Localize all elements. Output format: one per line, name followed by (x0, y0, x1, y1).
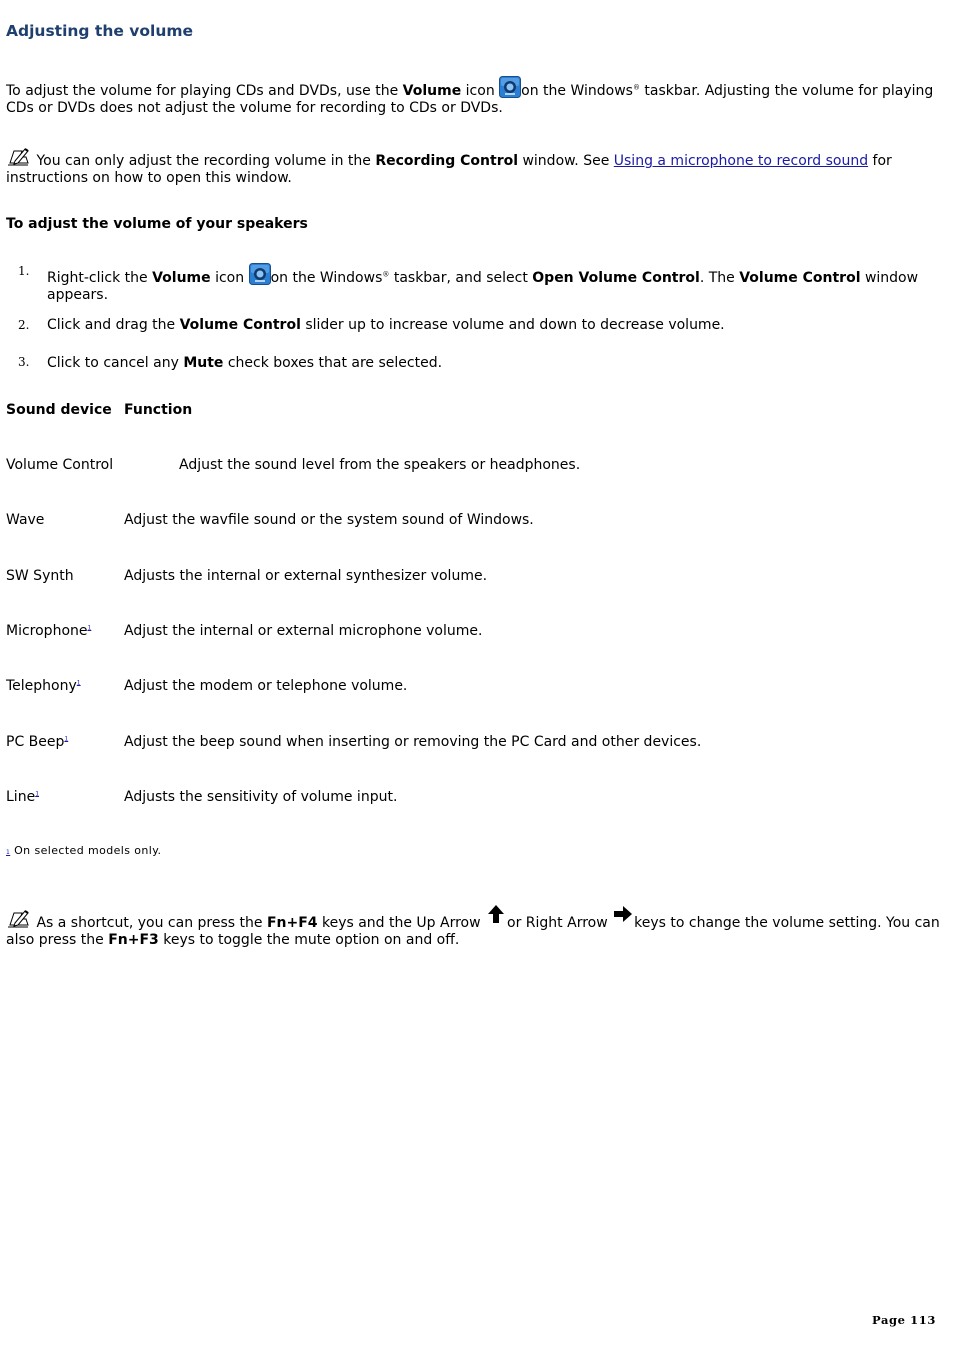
footnote-link[interactable]: 1 (64, 735, 69, 743)
intro-text-3: on the Windows (521, 83, 633, 99)
table-row-line (6, 789, 39, 805)
intro-text-1: To adjust the volume for playing CDs and DVDs, use the (6, 83, 403, 99)
table-header-device: Sound device (6, 402, 112, 418)
note-pen-icon (6, 909, 32, 929)
note2-text-g: keys to toggle the mute option on and off. (158, 932, 460, 948)
step3-text-a: Click to cancel any (47, 355, 184, 371)
footnote-link[interactable]: 1 (76, 679, 81, 687)
table-cell-function: Adjusts the internal or external synthesizer volume. (124, 568, 488, 584)
table-cell-device: Line (6, 789, 36, 805)
page-number: Page 113 (872, 1313, 936, 1327)
step-number: 2. (18, 318, 30, 332)
note-pen-icon (6, 147, 32, 167)
note-recording (6, 147, 941, 187)
note2-text-a: As a shortcut, you can press the (32, 915, 267, 931)
table-cell-device: Volume Control (6, 457, 114, 473)
table-cell-function: Adjust the beep sound when inserting or removing the PC Card and other devices. (124, 734, 702, 750)
note2-text-e: keys to change the volume setting. You can also press the (6, 915, 940, 948)
table-cell-function: Adjust the sound level from the speakers or headphones. (179, 457, 581, 473)
footnote (6, 844, 161, 857)
intro-paragraph (6, 76, 941, 117)
step1-text-a: Right-click the (47, 270, 153, 286)
note1-text-2: window. See (518, 153, 614, 169)
note2-bold-fn-f3: Fn+F3 (108, 932, 159, 948)
note2-text-d: or Right Arrow (507, 915, 613, 931)
table-cell-device: Wave (6, 512, 45, 528)
table-row-microphone (6, 623, 91, 639)
table-row-pc-beep (6, 734, 68, 750)
registered-mark: ® (632, 83, 640, 92)
right-arrow-icon (612, 903, 634, 925)
microphone-record-link[interactable]: Using a microphone to record sound (613, 153, 869, 169)
registered-mark: ® (382, 270, 390, 279)
note2-text-c: keys and the Up Arrow (317, 915, 486, 931)
table-cell-function: Adjusts the sensitivity of volume input. (124, 789, 398, 805)
intro-bold-volume: Volume (402, 83, 462, 99)
table-cell-device: PC Beep (6, 734, 65, 750)
footnote-link[interactable]: 1 (35, 790, 40, 798)
table-cell-device: Telephony (6, 678, 77, 694)
subheading: To adjust the volume of your speakers (6, 216, 308, 232)
footnote-mark: 1 (6, 849, 11, 856)
step1-bold-open: Open Volume Control (532, 270, 700, 286)
note1-text-3: for instructions on how to open this window. (6, 153, 892, 186)
step1-text-d: on the Windows (270, 270, 383, 286)
step1-text-c: icon (210, 270, 249, 286)
step1-text-e: taskbar, and select (389, 270, 533, 286)
table-cell-device: SW Synth (6, 568, 74, 584)
step1-text-i: window appears. (47, 270, 919, 303)
step-1 (47, 263, 927, 304)
note1-bold: Recording Control (375, 153, 519, 169)
step1-bold-control: Volume Control (739, 270, 861, 286)
note2-bold-fn-f4: Fn+F4 (266, 915, 318, 931)
volume-speaker-icon (249, 263, 271, 285)
table-header-function: Function (124, 402, 193, 418)
step2-text-c: slider up to increase volume and down to decrease volume. (300, 317, 725, 333)
up-arrow-icon (485, 903, 507, 925)
step-number: 1. (18, 264, 30, 278)
table-row-telephony (6, 678, 81, 694)
page-title: Adjusting the volume (6, 22, 194, 40)
step2-bold: Volume Control (179, 317, 301, 333)
table-cell-function: Adjust the modem or telephone volume. (124, 678, 408, 694)
step-3 (47, 355, 442, 371)
note-shortcut (6, 903, 941, 949)
step3-bold: Mute (183, 355, 224, 371)
table-cell-device: Microphone (6, 623, 88, 639)
intro-text-2: icon (461, 83, 500, 99)
table-cell-function: Adjust the internal or external microphone volume. (124, 623, 483, 639)
note1-text-1: You can only adjust the recording volume in the (32, 153, 376, 169)
intro-text-4: taskbar. Adjusting the volume for playing CDs or DVDs does not adjust the volume for recording to CDs or DVDs. (6, 83, 934, 116)
footnote-link[interactable]: 1 (87, 624, 92, 632)
step1-text-g: . The (699, 270, 740, 286)
step1-bold-volume: Volume (152, 270, 211, 286)
step3-text-c: check boxes that are selected. (223, 355, 443, 371)
step-number: 3. (18, 355, 30, 369)
volume-speaker-icon (499, 76, 521, 98)
step-2 (47, 317, 725, 333)
footnote-text: On selected models only. (14, 844, 162, 857)
table-cell-function: Adjust the wavfile sound or the system sound of Windows. (124, 512, 534, 528)
step2-text-a: Click and drag the (47, 317, 180, 333)
